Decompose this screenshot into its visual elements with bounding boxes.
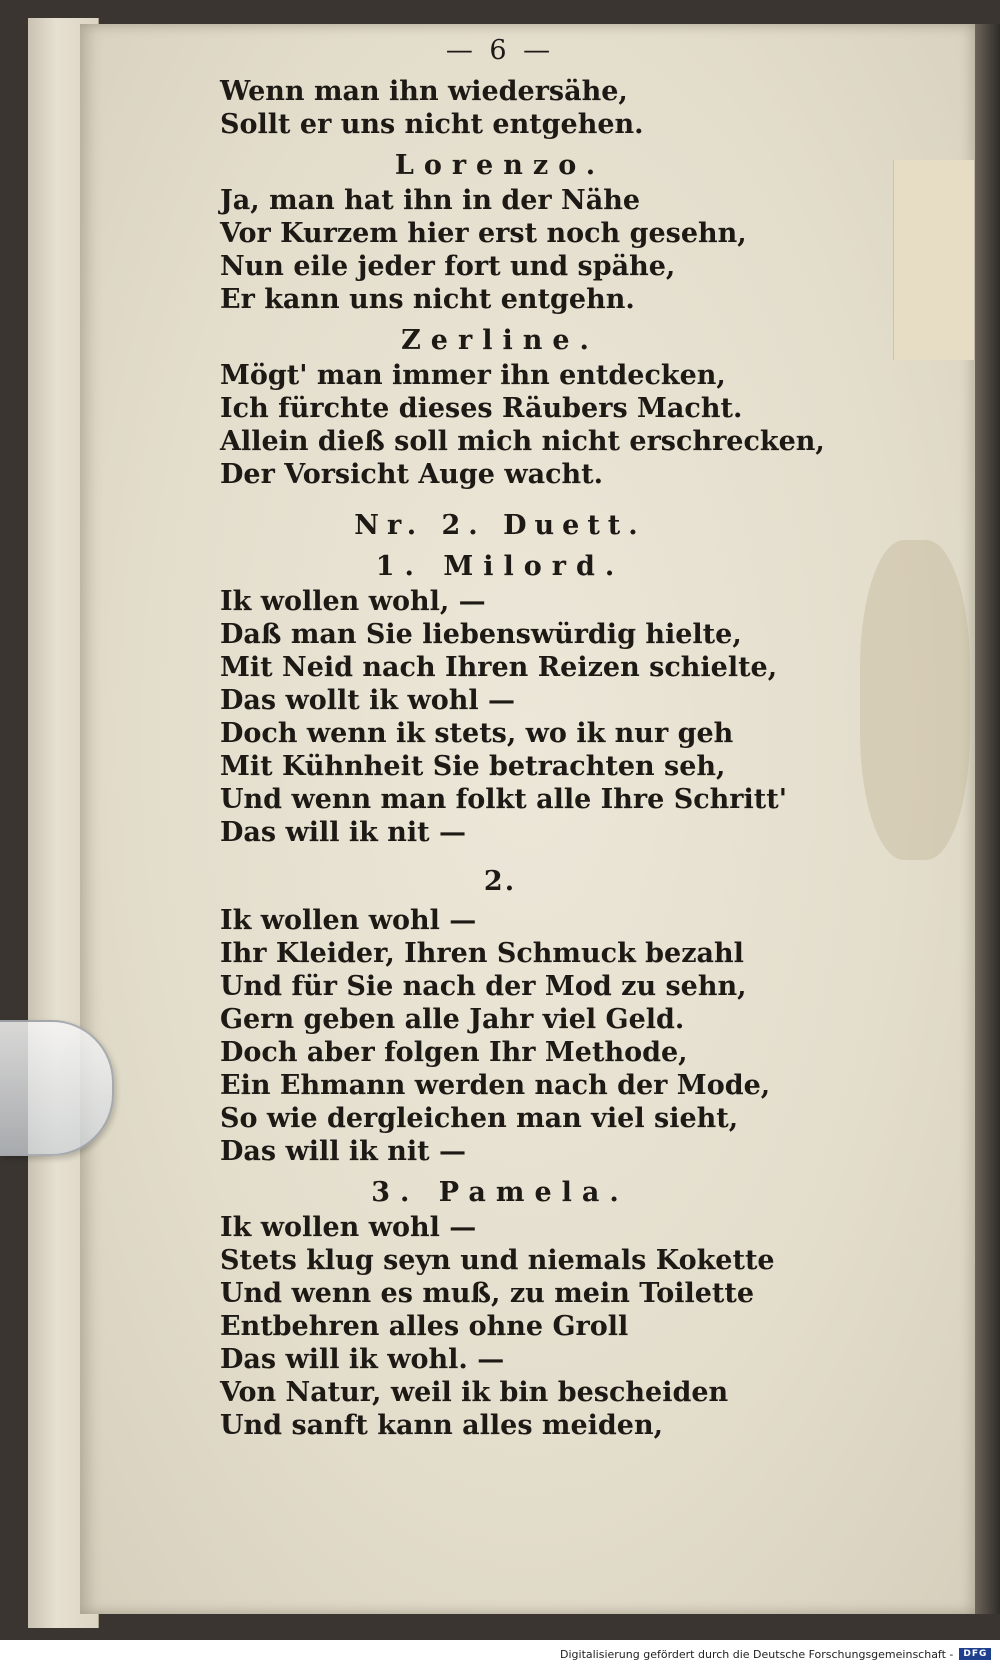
text-line: Gern geben alle Jahr viel Geld. (220, 1004, 685, 1035)
text-line: Vor Kurzem hier erst noch gesehn, (220, 218, 747, 249)
footer-credit-text: Digitalisierung gefördert durch die Deutsche Forschungsgemeinschaft - (560, 1647, 954, 1661)
dfg-logo: DFG (959, 1648, 991, 1660)
verse-label-2: 2. (483, 866, 517, 897)
lorenzo-lines (220, 184, 780, 316)
page-number: — 6 — (445, 35, 555, 66)
text-line: Das wollt ik wohl — (220, 685, 516, 716)
text-line: Ik wollen wohl — (220, 1212, 477, 1243)
verse-3-lines (220, 1211, 780, 1442)
verse-label-pamela: 3. Pamela. (371, 1177, 629, 1208)
text-line: Ja, man hat ihn in der Nähe (220, 185, 641, 216)
text-line: Ihr Kleider, Ihren Schmuck bezahl (220, 938, 744, 969)
speaker-lorenzo: Lorenzo. (394, 150, 606, 181)
text-line: Ik wollen wohl, — (220, 586, 486, 617)
text-line: Mit Kühnheit Sie betrachten seh, (220, 751, 726, 782)
text-line: Allein dieß soll mich nicht erschrecken, (220, 426, 825, 457)
page-clip (0, 1020, 114, 1156)
text-line: Das will ik nit — (220, 1136, 467, 1167)
text-line: Der Vorsicht Auge wacht. (220, 459, 604, 490)
text-line: Das will ik nit — (220, 817, 467, 848)
text-line: Und sanft kann alles meiden, (220, 1410, 664, 1441)
speaker-zerline: Zerline. (401, 325, 599, 356)
text-line: Von Natur, weil ik bin bescheiden (220, 1377, 729, 1408)
text-line: Mögt' man immer ihn entdecken, (220, 360, 726, 391)
text-line: Und für Sie nach der Mod zu sehn, (220, 971, 747, 1002)
zerline-lines (220, 359, 825, 491)
intro-lines (220, 75, 780, 141)
text-line: Sollt er uns nicht entgehen. (220, 109, 644, 140)
text-line: Entbehren alles ohne Groll (220, 1311, 629, 1342)
section-title-duett: Nr. 2. Duett. (354, 510, 646, 541)
text-line: So wie dergleichen man viel sieht, (220, 1103, 739, 1134)
verse-label-milord: 1. Milord. (375, 551, 625, 582)
verse-2-lines (220, 904, 780, 1168)
text-line: Doch aber folgen Ihr Methode, (220, 1037, 688, 1068)
verse-1-lines (220, 585, 787, 849)
text-line: Und wenn es muß, zu mein Toilette (220, 1278, 755, 1309)
text-line: Und wenn man folkt alle Ihre Schritt' (220, 784, 787, 815)
text-line: Das will ik wohl. — (220, 1344, 505, 1375)
text-line: Nun eile jeder fort und spähe, (220, 251, 676, 282)
text-line: Ik wollen wohl — (220, 905, 477, 936)
text-line: Mit Neid nach Ihren Reizen schielte, (220, 652, 778, 683)
paper-stain (860, 540, 970, 860)
text-line: Ein Ehmann werden nach der Mode, (220, 1070, 771, 1101)
text-line: Stets klug seyn und niemals Kokette (220, 1245, 775, 1276)
text-line: Daß man Sie liebenswürdig hielte, (220, 619, 742, 650)
book-binding-edge (975, 24, 1000, 1614)
page-text-column (220, 34, 825, 1446)
digitization-footer (560, 1645, 991, 1663)
inserted-paper-slip (893, 160, 974, 360)
text-line: Wenn man ihn wiedersähe, (220, 76, 628, 107)
text-line: Er kann uns nicht entgehn. (220, 284, 635, 315)
text-line: Ich fürchte dieses Räubers Macht. (220, 393, 743, 424)
text-line: Doch wenn ik stets, wo ik nur geh (220, 718, 734, 749)
